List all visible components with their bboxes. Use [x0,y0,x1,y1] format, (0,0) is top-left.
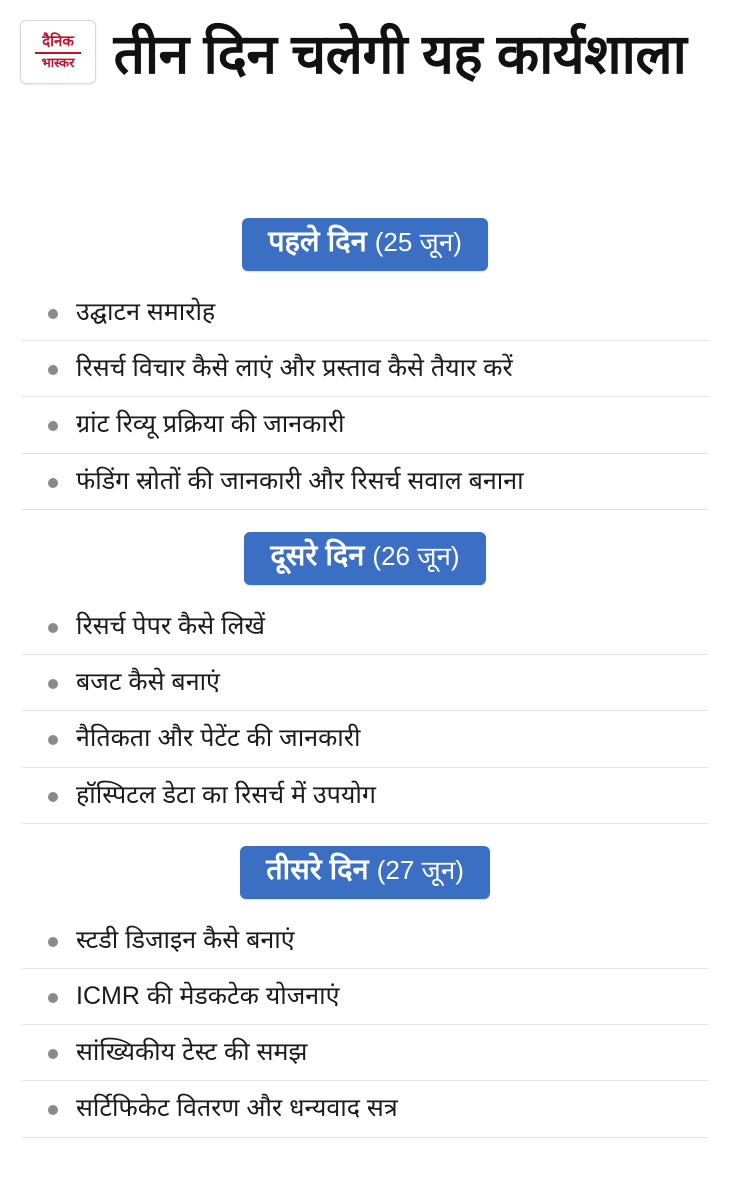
bullet-icon [48,993,58,1003]
list-item [22,768,708,824]
list-item-text: बजट कैसे बनाएं [76,668,220,697]
bullet-icon [48,478,58,488]
day-date-3: (27 जून) [376,854,464,885]
day-section-1 [0,218,730,510]
bullet-icon [48,792,58,802]
day-badge-2 [244,532,485,585]
list-item [22,913,708,969]
logo-divider [35,52,81,54]
list-item [22,397,708,453]
list-item-text: सांख्यिकीय टेस्ट की समझ [76,1038,308,1067]
day-date-2: (26 जून) [372,540,460,571]
list-item-text: स्टडी डिजाइन कैसे बनाएं [76,925,295,954]
list-item [22,285,708,341]
list-item-text: ग्रांट रिव्यू प्रक्रिया की जानकारी [76,410,345,439]
day-name-1: पहले दिन [268,226,367,258]
day-badge-wrap-3 [0,846,730,899]
list-item-text: उद्घाटन समारोह [76,297,216,326]
list-item [22,711,708,767]
bullet-icon [48,735,58,745]
bullet-icon [48,365,58,375]
header [0,0,730,196]
list-item-text: फंडिंग स्रोतों की जानकारी और रिसर्च सवाल बनाना [76,466,524,495]
list-item-text: ICMR की मेडकटेक योजनाएं [76,981,340,1010]
bullet-icon [48,309,58,319]
day-badge-wrap-2 [0,532,730,585]
day-badge-3 [240,846,490,899]
day-name-3: तीसरे दिन [266,853,369,886]
bullet-icon [48,937,58,947]
day-section-3 [0,846,730,1138]
list-item [22,599,708,655]
list-item [22,1025,708,1081]
day-1-item-list [0,285,730,510]
list-item-text: सर्टिफिकेट वितरण और धन्यवाद सत्र [76,1094,398,1123]
logo-line-1: दैनिक [42,33,74,51]
bullet-icon [48,421,58,431]
page-title: तीन दिन चलेगी यह कार्यशाला [113,23,687,85]
logo-line-2: भास्कर [41,55,75,71]
bullet-icon [48,679,58,689]
list-item-text: रिसर्च विचार कैसे लाएं और प्रस्ताव कैसे तैयार करें [76,354,513,383]
day-badge-1 [242,218,488,271]
day-2-item-list [0,599,730,824]
bullet-icon [48,1049,58,1059]
list-item [22,1081,708,1137]
bullet-icon [48,623,58,633]
day-date-1: (25 जून) [374,227,462,257]
list-item [22,969,708,1025]
day-badge-wrap-1 [0,218,730,271]
list-item [22,454,708,510]
day-section-2 [0,532,730,824]
dainik-bhaskar-logo [20,20,96,84]
day-3-item-list [0,913,730,1138]
list-item [22,655,708,711]
list-item-text: हॉस्पिटल डेटा का रिसर्च में उपयोग [76,780,376,809]
list-item-text: रिसर्च पेपर कैसे लिखें [76,611,265,640]
day-name-2: दूसरे दिन [270,539,365,572]
bullet-icon [48,1105,58,1115]
list-item-text: नैतिकता और पेटेंट की जानकारी [76,724,361,753]
list-item [22,341,708,397]
